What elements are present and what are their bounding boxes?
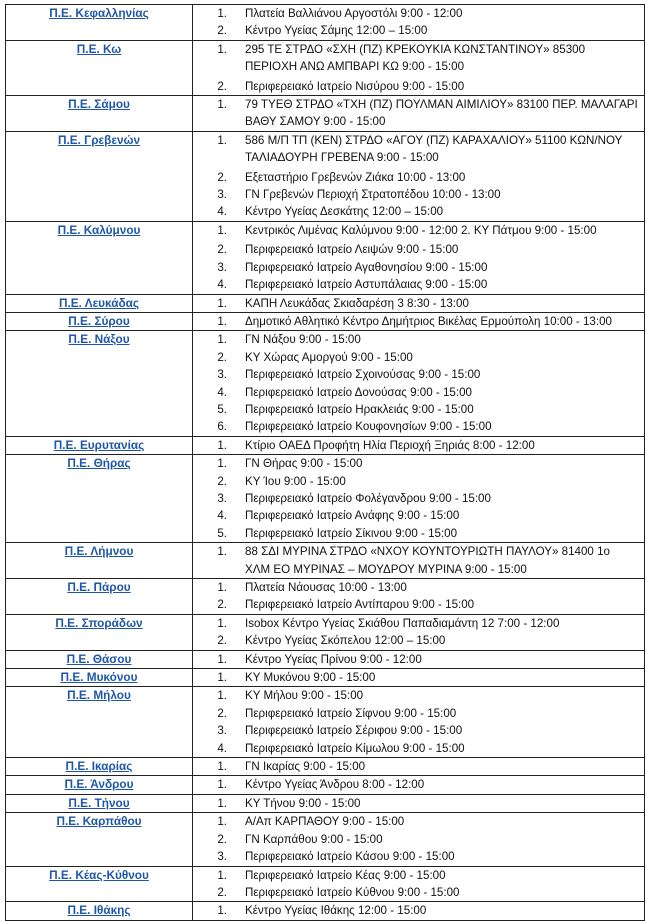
locations-cell	[193, 813, 645, 866]
region-link[interactable]: Π.Ε. Κέας-Κύθνου	[49, 867, 149, 882]
locations-cell	[193, 543, 645, 579]
region-cell	[6, 331, 193, 436]
item-number: 1.	[217, 815, 227, 829]
item-text: Περιφερειακό Ιατρείο Σχοινούσας 9:00 - 15:00	[245, 368, 481, 382]
list-item	[193, 525, 644, 542]
list-item	[193, 222, 644, 239]
list-item	[193, 78, 644, 95]
region-link[interactable]: Π.Ε. Θάσου	[66, 651, 132, 666]
region-link[interactable]: Π.Ε. Μήλου	[67, 688, 131, 703]
item-text: ΓΝ Ικαρίας 9:00 - 15:00	[245, 760, 366, 774]
item-text: Περιφερειακό Ιατρείο Ηρακλειάς 9:00 - 15:00	[245, 402, 474, 416]
item-number: 1.	[217, 133, 227, 147]
region-link[interactable]: Π.Ε. Ιθάκης	[67, 903, 131, 918]
item-text: Περιφερειακό Ιατρείο Σίκινου 9:00 - 15:00	[245, 526, 458, 540]
item-text: Περιφερειακό Ιατρείο Ανάφης 9:00 - 15:00	[245, 509, 460, 523]
table-row	[6, 579, 645, 615]
locations-cell	[193, 96, 645, 132]
table-row	[6, 902, 645, 920]
table-row	[6, 131, 645, 221]
item-number: 1.	[217, 42, 227, 56]
table-row	[6, 96, 645, 132]
region-link[interactable]: Π.Ε. Κεφαλληνίας	[49, 6, 149, 20]
item-number: 1.	[217, 98, 227, 112]
item-number: 2.	[217, 832, 227, 846]
item-number: 6.	[217, 420, 227, 434]
region-cell	[6, 131, 193, 221]
region-link[interactable]: Π.Ε. Λευκάδας	[58, 295, 140, 310]
item-number: 3.	[217, 724, 227, 738]
list-item	[193, 276, 644, 293]
item-number: 1.	[217, 616, 227, 630]
table-row	[6, 650, 645, 668]
table-row	[6, 614, 645, 650]
schedule-body	[6, 5, 645, 921]
region-link[interactable]: Π.Ε. Νάξου	[68, 332, 130, 347]
item-text: Περιφερειακό Ιατρείο Κύθνου 9:00 - 15:00	[245, 885, 460, 899]
item-text: ΚΥ Μήλου 9:00 - 15:00	[245, 689, 364, 703]
item-text: Κέντρο Υγείας Σκόπελου 12:00 – 15:00	[245, 634, 446, 648]
item-number: 3.	[217, 188, 227, 202]
item-number: 1.	[217, 7, 227, 20]
item-number: 1.	[217, 868, 227, 882]
item-text: Περιφερειακό Ιατρείο Αντίπαρου 9:00 - 15:00	[245, 598, 475, 612]
list-item	[193, 831, 644, 848]
item-number: 1.	[217, 689, 227, 703]
locations-cell	[193, 579, 645, 615]
item-text: ΚΥ Χώρας Αμοργού 9:00 - 15:00	[245, 350, 413, 364]
region-cell	[6, 650, 193, 668]
list-item	[193, 437, 644, 454]
list-item	[193, 867, 644, 884]
item-number: 1.	[217, 796, 227, 810]
item-number: 2.	[217, 243, 227, 257]
item-text: Πλατεία Νάουσας 10:00 - 13:00	[245, 581, 407, 594]
table-row	[6, 669, 645, 687]
table-row	[6, 294, 645, 312]
item-text: ΚΑΠΗ Λευκάδας Σκιαδαρέση 3 8:30 - 13:00	[245, 296, 469, 310]
item-text: Περιφερειακό Ιατρείο Σίφνου 9:00 - 15:00	[245, 706, 457, 720]
table-row	[6, 455, 645, 543]
region-link[interactable]: Π.Ε. Γρεβενών	[57, 132, 141, 147]
table-row	[6, 758, 645, 776]
locations-cell	[193, 669, 645, 687]
list-item	[193, 455, 644, 472]
item-number: 4.	[217, 385, 227, 399]
list-item	[193, 295, 644, 312]
item-number: 5.	[217, 526, 227, 540]
locations-cell	[193, 614, 645, 650]
list-item	[193, 41, 644, 76]
item-text: Περιφερειακό Ιατρείο Σέριφου 9:00 - 15:00	[245, 724, 463, 738]
list-item	[193, 241, 644, 258]
list-item	[193, 203, 644, 220]
region-cell	[6, 794, 193, 812]
item-number: 2.	[217, 706, 227, 720]
item-number: 1.	[217, 778, 227, 792]
region-link[interactable]: Π.Ε. Άνδρου	[64, 777, 134, 792]
region-cell	[6, 866, 193, 902]
item-text: ΓΝ Νάξου 9:00 - 15:00	[245, 333, 361, 347]
locations-cell	[193, 5, 645, 41]
list-item	[193, 259, 644, 276]
item-text: Περιφερειακό Ιατρείο Αγαθονησίου 9:00 - 15:00	[245, 260, 488, 274]
list-item	[193, 651, 644, 668]
item-text: Εξεταστήριο Γρεβενών Ζιάκα 10:00 - 13:00	[245, 170, 466, 184]
list-item	[193, 776, 644, 793]
region-link[interactable]: Π.Ε. Ικαρίας	[65, 759, 133, 774]
table-row	[6, 312, 645, 330]
list-item	[193, 722, 644, 739]
item-text: Κέντρο Υγείας Πρίνου 9:00 - 12:00	[245, 652, 422, 666]
region-cell	[6, 312, 193, 330]
item-text: Περιφερειακό Ιατρείο Κίμωλου 9:00 - 15:00	[245, 741, 465, 755]
list-item	[193, 740, 644, 757]
region-link[interactable]: Π.Ε. Τήνου	[68, 795, 130, 810]
region-link[interactable]: Π.Ε. Πάρου	[67, 580, 131, 594]
list-item	[193, 615, 644, 632]
list-item	[193, 579, 644, 596]
item-text: ΓΝ Καρπάθου 9:00 - 15:00	[245, 832, 383, 846]
locations-cell	[193, 650, 645, 668]
item-number: 2.	[217, 350, 227, 364]
locations-cell	[193, 331, 645, 436]
item-number: 2.	[217, 474, 227, 488]
list-item	[193, 418, 644, 435]
region-cell	[6, 813, 193, 866]
region-cell	[6, 455, 193, 543]
region-cell	[6, 5, 193, 41]
list-item	[193, 632, 644, 649]
region-link[interactable]: Π.Ε. Σάμου	[68, 97, 130, 112]
item-text: ΚΥ Τήνου 9:00 - 15:00	[245, 796, 361, 810]
item-number: 5.	[217, 402, 227, 416]
item-number: 2.	[217, 24, 227, 38]
item-number: 4.	[217, 278, 227, 292]
list-item	[193, 848, 644, 865]
item-number: 2.	[217, 598, 227, 612]
list-item	[193, 490, 644, 507]
item-text: ΓΝ Θήρας 9:00 - 15:00	[245, 457, 363, 471]
item-text: Περιφερειακό Ιατρείο Κέας 9:00 - 15:00	[245, 868, 446, 882]
table-row	[6, 543, 645, 579]
locations-cell	[193, 436, 645, 454]
list-item	[193, 705, 644, 722]
list-item	[193, 96, 644, 131]
item-number: 1.	[217, 314, 227, 328]
locations-cell	[193, 221, 645, 294]
item-text: Περιφερειακό Ιατρείο Δονούσας 9:00 - 15:00	[245, 385, 472, 399]
item-text: 586 Μ/Π ΤΠ (ΚΕΝ) ΣΤΡΔΟ «ΑΓΟΥ (ΠΖ) ΚΑΡΑΧΑΛΙΟΥ» 51100 ΚΩΝ/ΝΟΥ ΤΑΛΙΑΔΟΥΡΗ ΓΡΕΒΕΝΑ 9:00 - 15:00	[245, 133, 623, 165]
region-link[interactable]: Π.Ε. Θήρας	[67, 456, 131, 471]
locations-cell	[193, 687, 645, 758]
item-number: 4.	[217, 509, 227, 523]
list-item	[193, 401, 644, 418]
item-number: 1.	[217, 545, 227, 559]
item-text: Πλατεία Βαλλιάνου Αργοστόλι 9:00 - 12:00	[245, 7, 463, 20]
item-number: 2.	[217, 885, 227, 899]
table-row	[6, 687, 645, 758]
item-number: 1.	[217, 296, 227, 310]
region-link[interactable]: Π.Ε. Μυκόνου	[60, 670, 138, 685]
region-cell	[6, 614, 193, 650]
item-number: 3.	[217, 491, 227, 505]
table-row	[6, 436, 645, 454]
region-link[interactable]: Π.Ε. Σύρου	[68, 313, 130, 328]
item-number: 1.	[217, 904, 227, 918]
region-cell	[6, 96, 193, 132]
region-cell	[6, 902, 193, 920]
item-number: 1.	[217, 438, 227, 452]
item-number: 4.	[217, 741, 227, 755]
locations-cell	[193, 312, 645, 330]
item-text: Περιφερειακό Ιατρείο Αστυπάλαιας 9:00 - 15:00	[245, 278, 488, 292]
region-cell	[6, 758, 193, 776]
table-row	[6, 776, 645, 794]
region-link[interactable]: Π.Ε. Κω	[76, 41, 122, 56]
list-item	[193, 132, 644, 167]
item-text: Περιφερειακό Ιατρείο Νισύρου 9:00 - 15:00	[245, 79, 465, 93]
list-item	[193, 384, 644, 401]
item-number: 2.	[217, 79, 227, 93]
region-link[interactable]: Π.Ε. Λήμνου	[64, 544, 134, 559]
region-cell	[6, 579, 193, 615]
list-item	[193, 366, 644, 383]
list-item	[193, 313, 644, 330]
item-text: Κέντρο Υγείας Σάμης 12:00 – 15:00	[245, 24, 428, 38]
item-number: 2.	[217, 634, 227, 648]
locations-cell	[193, 776, 645, 794]
list-item	[193, 543, 644, 578]
list-item	[193, 473, 644, 490]
item-number: 1.	[217, 581, 227, 594]
locations-cell	[193, 794, 645, 812]
region-cell	[6, 436, 193, 454]
region-cell	[6, 543, 193, 579]
item-text: Κέντρο Υγείας Δεσκάτης 12:00 – 15:00	[245, 205, 444, 219]
list-item	[193, 331, 644, 348]
item-text: 295 ΤΕ ΣΤΡΔΟ «ΣΧΗ (ΠΖ) ΚΡΕΚΟΥΚΙΑ ΚΩΝΣΤΑΝΤΙΝΟΥ» 85300 ΠΕΡΙΟΧΗ ΑΝΩ ΑΜΠΒΑΡΙ ΚΩ 9:00 - 15:00	[245, 42, 586, 74]
item-text: Α/Απ ΚΑΡΠΑΘΟΥ 9:00 - 15:00	[245, 815, 405, 829]
item-text: Κτίριο ΟΑΕΔ Προφήτη Ηλία Περιοχή Ξηριάς 8:00 - 12:00	[245, 438, 535, 452]
item-text: Κέντρο Υγείας Άνδρου 8:00 - 12:00	[245, 778, 425, 792]
item-number: 2.	[217, 170, 227, 184]
locations-cell	[193, 866, 645, 902]
list-item	[193, 349, 644, 366]
list-item	[193, 596, 644, 613]
locations-cell	[193, 455, 645, 543]
region-cell	[6, 687, 193, 758]
table-row	[6, 866, 645, 902]
region-cell	[6, 221, 193, 294]
locations-cell	[193, 40, 645, 95]
table-row	[6, 813, 645, 866]
locations-cell	[193, 294, 645, 312]
item-text: Δημοτικό Αθλητικό Κέντρο Δημήτριος Βικέλας Ερμούπολη 10:00 - 13:00	[245, 314, 612, 328]
item-text: Κεντρικός Λιμένας Καλύμνου 9:00 - 12:00 2. ΚΥ Πάτμου 9:00 - 15:00	[245, 223, 597, 237]
locations-cell	[193, 758, 645, 776]
list-item	[193, 507, 644, 524]
item-text: 79 ΤΥΕΘ ΣΤΡΔΟ «ΤΧΗ (ΠΖ) ΠΟΥΛΜΑΝ ΑΙΜΙΛΙΟΥ» 83100 ΠΕΡ. ΜΑΛΑΓΑΡΙ ΒΑΘΥ ΣΑΜΟΥ 9:00 - 15:00	[245, 98, 638, 129]
item-number: 3.	[217, 260, 227, 274]
item-text: ΚΥ Μυκόνου 9:00 - 15:00	[245, 671, 376, 685]
list-item	[193, 795, 644, 812]
list-item	[193, 5, 644, 22]
table-row	[6, 5, 645, 41]
item-number: 1.	[217, 223, 227, 237]
item-text: Περιφερειακό Ιατρείο Κάσου 9:00 - 15:00	[245, 850, 455, 864]
item-text: Περιφερειακό Ιατρείο Λειψών 9:00 - 15:00	[245, 243, 459, 257]
region-link[interactable]: Π.Ε. Καλύμνου	[57, 222, 141, 237]
item-text: Περιφερειακό Ιατρείο Φολέγανδρου 9:00 - 15:00	[245, 491, 491, 505]
table-row	[6, 40, 645, 95]
item-number: 1.	[217, 671, 227, 685]
region-cell	[6, 669, 193, 687]
table-row	[6, 331, 645, 436]
list-item	[193, 884, 644, 901]
region-link[interactable]: Π.Ε. Ευρυτανίας	[53, 437, 145, 452]
region-cell	[6, 294, 193, 312]
item-text: Isobox Κέντρο Υγείας Σκιάθου Παπαδιαμάντη 12 7:00 - 12:00	[245, 616, 560, 630]
item-number: 1.	[217, 652, 227, 666]
list-item	[193, 669, 644, 686]
item-number: 1.	[217, 457, 227, 471]
item-number: 3.	[217, 368, 227, 382]
item-number: 4.	[217, 205, 227, 219]
item-number: 3.	[217, 850, 227, 864]
list-item	[193, 758, 644, 775]
region-cell	[6, 40, 193, 95]
item-text: Περιφερειακό Ιατρείο Κουφονησίων 9:00 - 15:00	[245, 420, 492, 434]
item-text: Κέντρο Υγείας Ιθάκης 12:00 - 15:00	[245, 904, 427, 918]
region-link[interactable]: Π.Ε. Καρπάθου	[56, 814, 142, 829]
item-number: 1.	[217, 333, 227, 347]
locations-cell	[193, 902, 645, 920]
locations-cell	[193, 131, 645, 221]
list-item	[193, 813, 644, 830]
list-item	[193, 186, 644, 203]
list-item	[193, 22, 644, 39]
list-item	[193, 687, 644, 704]
table-row	[6, 221, 645, 294]
table-row	[6, 794, 645, 812]
region-link[interactable]: Π.Ε. Σποράδων	[55, 615, 143, 630]
item-text: ΚΥ Ίου 9:00 - 15:00	[245, 474, 346, 488]
item-text: ΓΝ Γρεβενών Περιοχή Στρατοπέδου 10:00 - 13:00	[245, 188, 501, 202]
item-text: 88 ΣΔΙ ΜΥΡΙΝΑ ΣΤΡΔΟ «ΝΧΟΥ ΚΟΥΝΤΟΥΡΙΩΤΗ ΠΑΥΛΟΥ» 81400 1ο ΧΛΜ ΕΟ ΜΥΡΙΝΑΣ – ΜΟΥΔΡΟΥ ΜΥΡΙΝΑ 9:00 - 15:00	[245, 545, 610, 576]
list-item	[193, 902, 644, 919]
region-cell	[6, 776, 193, 794]
schedule-table	[5, 4, 645, 921]
item-number: 1.	[217, 760, 227, 774]
list-item	[193, 169, 644, 186]
